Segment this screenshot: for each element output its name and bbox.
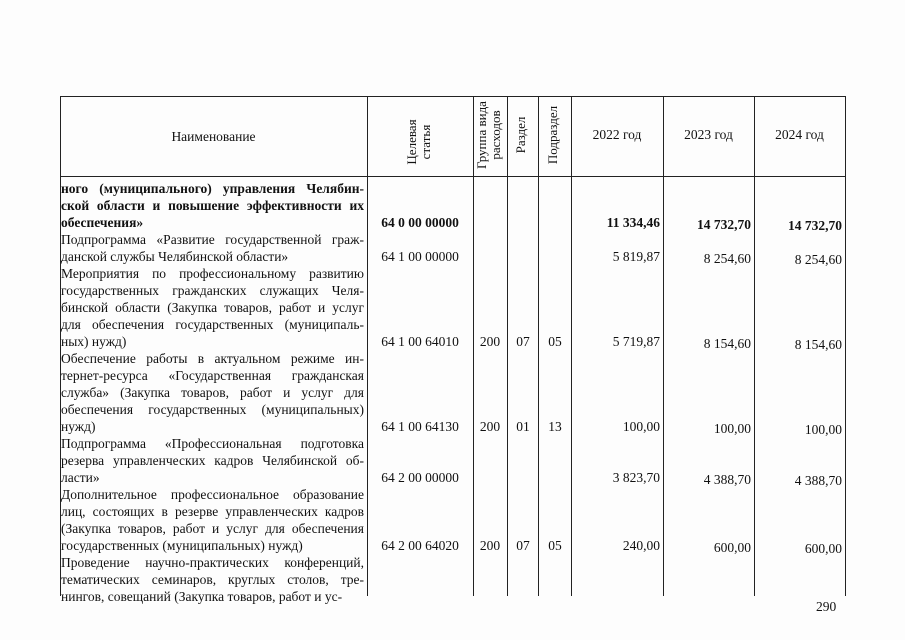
cell-v2024: 100,00 — [804, 422, 842, 437]
cell-v2022: 5 719,87 — [612, 334, 660, 349]
cell-code: 64 1 00 00000 — [381, 249, 459, 264]
row-name-line: (Закупка товаров, работ и услуг для обеспечения — [61, 521, 364, 536]
row-name-line: Проведение научно-практических конференций, — [61, 555, 364, 570]
header-group — [475, 85, 505, 185]
table-top-border — [60, 96, 846, 97]
cell-section: 07 — [516, 334, 530, 349]
header-name: Наименование — [171, 129, 256, 144]
row-name-line: лиц, состоящих в резерве управленческих кадров — [61, 504, 364, 519]
header-2023: 2023 год — [684, 127, 733, 142]
row-name-line: государственных гражданских служащих Челя- — [61, 283, 364, 298]
cell-group: 200 — [479, 334, 501, 349]
cell-group: 200 — [479, 538, 501, 553]
row-name-line: государственных (муниципальных) нужд) — [61, 538, 303, 553]
cell-section: 01 — [516, 419, 530, 434]
row-name-line: Мероприятия по профессиональному развитию — [61, 266, 364, 281]
row-name-line: ного (муниципального) управления Челябин- — [61, 181, 364, 196]
cell-subsection: 05 — [548, 334, 562, 349]
cell-v2024: 4 388,70 — [794, 473, 842, 488]
row-name-line: нингов, совещаний (Закупка товаров, работ и ус- — [61, 589, 343, 604]
cell-section: 07 — [516, 538, 530, 553]
row-name-line: Обеспечение работы в актуальном режиме ин- — [61, 351, 364, 366]
row-name-line: данской службы Челябинской области» — [61, 249, 289, 264]
header-2022: 2022 год — [592, 127, 642, 142]
header-subsection — [546, 95, 562, 175]
header-section-label: Раздел — [513, 116, 528, 154]
row-name-line: нужд) — [61, 419, 96, 434]
header-group-line2: расходов — [488, 110, 503, 160]
row-name-line: ных) нужд) — [61, 334, 127, 349]
cell-v2022: 5 819,87 — [612, 249, 660, 264]
cell-subsection: 13 — [548, 419, 562, 434]
header-target — [405, 87, 435, 197]
header-subsection-label: Подраздел — [545, 105, 560, 165]
cell-v2023: 14 732,70 — [697, 217, 751, 232]
header-group-line1: Группа вида — [474, 101, 489, 169]
cell-code: 64 0 00 00000 — [381, 215, 459, 230]
row-name-line: резерва управленческих кадров Челябинской об- — [61, 453, 364, 468]
header-section — [514, 100, 530, 170]
row-name-line: обеспечения государственных (муниципальных) — [61, 402, 364, 417]
cell-v2023: 8 154,60 — [703, 336, 751, 351]
cell-v2024: 600,00 — [804, 541, 842, 556]
row-name-line: Дополнительное профессиональное образование — [61, 487, 364, 502]
header-target-line2: статья — [418, 124, 433, 160]
cell-v2023: 8 254,60 — [703, 251, 751, 266]
row-name-line: бинской области (Закупка товаров, работ и услуг — [61, 300, 364, 315]
header-2024: 2024 год — [775, 127, 824, 142]
row-name-line: для обеспечения государственных (муниципаль- — [61, 317, 364, 332]
cell-v2023: 600,00 — [713, 540, 751, 555]
cell-v2024: 14 732,70 — [788, 218, 842, 233]
page-number: 290 — [816, 599, 837, 614]
row-name-line: Подпрограмма «Развитие государственной граж- — [61, 232, 364, 247]
cell-v2024: 8 254,60 — [794, 252, 842, 267]
cell-group: 200 — [479, 419, 501, 434]
cell-v2022: 100,00 — [622, 419, 660, 434]
cell-code: 64 2 00 64020 — [381, 538, 459, 553]
row-name-line: Подпрограмма «Профессиональная подготовка — [61, 436, 364, 451]
row-name-line: тернет-ресурса «Государственная гражданская — [61, 368, 364, 383]
header-bottom-border — [60, 176, 846, 177]
cell-code: 64 1 00 64010 — [381, 334, 459, 349]
cell-v2024: 8 154,60 — [794, 337, 842, 352]
row-name-line: ласти» — [61, 470, 100, 485]
cell-v2022: 3 823,70 — [612, 470, 660, 485]
cell-v2023: 100,00 — [713, 421, 751, 436]
cell-code: 64 1 00 64130 — [381, 419, 459, 434]
col-border-8 — [845, 96, 846, 596]
cell-v2023: 4 388,70 — [703, 472, 751, 487]
row-name-line: обеспечения» — [61, 215, 144, 230]
header-target-line1: Целевая — [404, 119, 419, 165]
row-name-line: служба» (Закупка товаров, работ и услуг для — [61, 385, 364, 400]
row-name-line: ской области и повышение эффективности их — [61, 198, 364, 213]
cell-code: 64 2 00 00000 — [381, 470, 459, 485]
cell-v2022: 11 334,46 — [606, 215, 660, 230]
cell-subsection: 05 — [548, 538, 562, 553]
cell-v2022: 240,00 — [622, 538, 660, 553]
row-name-line: тематических семинаров, круглых столов, тре- — [61, 572, 364, 587]
